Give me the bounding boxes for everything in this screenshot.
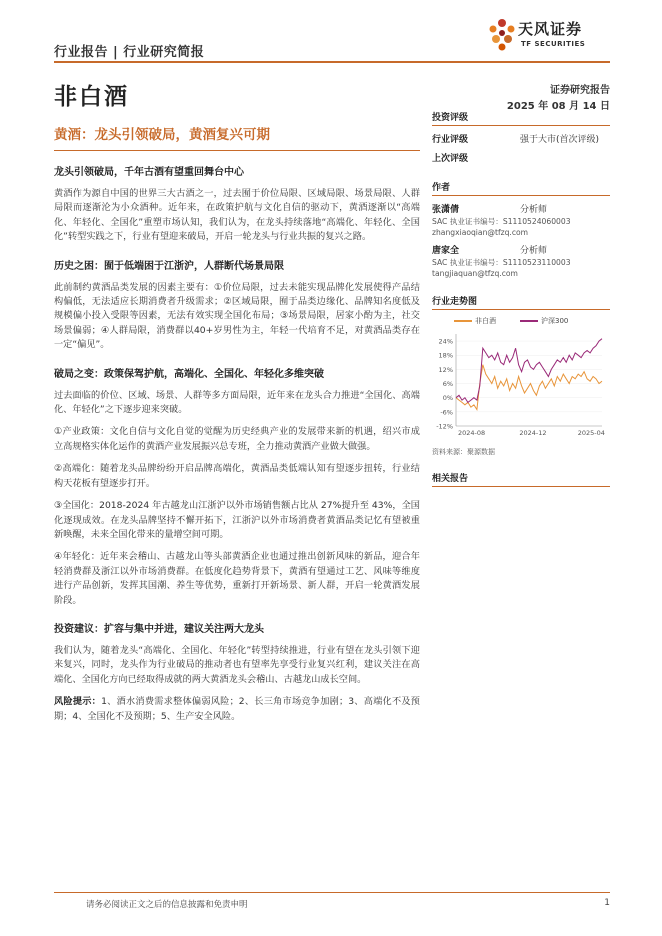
section-4 (54, 620, 420, 687)
x-tick-label: 2024-12 (519, 429, 547, 437)
report-type: 证券研究报告 (550, 85, 610, 96)
page-title: 非白酒 (54, 84, 129, 110)
section-heading: 龙头引领破局，千年古酒有望重回舞台中心 (54, 167, 244, 178)
chart-source: 资料来源：聚源数据 (432, 448, 495, 456)
legend-item (520, 316, 568, 326)
last-rating-row (432, 151, 610, 164)
y-tick-label: -12% (436, 422, 453, 431)
logo-english: TF SECURITIES (521, 40, 586, 48)
footer-divider (54, 892, 610, 893)
report-headline: 黄酒：龙头引领破局，黄酒复兴可期 (54, 120, 420, 151)
author-name: 唐家全 (432, 246, 460, 256)
main-content (54, 120, 420, 732)
author-block (432, 243, 610, 278)
y-tick-label: 24% (438, 337, 453, 346)
paragraph: 此前制约黄酒品类发展的因素主要有：①价位局限，过去未能实现品牌化发展使得产品结构偏低，无法适应长期消费者升级需求；②区域局限，囿于品类边缘化、品牌知名度低及规模偏小投入受限等因素，无法有效实现全国化布局；③场景局限，居家小酌为主，社交场景偏弱；④人群局限，消费群以40+岁男性为主，年轻一代培育不足，对黄酒品类存在一定“偏见”。 (54, 281, 420, 351)
section-1 (54, 163, 420, 245)
industry-rating-value: 强于大市(首次评级) (520, 135, 600, 145)
section-3 (54, 365, 420, 608)
section-heading: 投资建议：扩容与集中并进，建议关注两大龙头 (54, 623, 264, 635)
header-divider (54, 61, 610, 63)
logo-icon (487, 14, 517, 54)
sidebar (432, 110, 610, 487)
author-name-row (432, 202, 610, 215)
industry-rating-row (432, 132, 610, 145)
x-tick-label: 2024-08 (458, 429, 486, 437)
y-tick-label: 18% (438, 351, 453, 360)
section-heading: 历史之困：囿于低端困于江浙沪，人群断代场景局限 (54, 260, 284, 272)
paragraph: 过去面临的价位、区域、场景、人群等多方面局限，近年来在龙头合力推进“全国化、高端化、年轻化”之下逐步迎来突破。 (54, 389, 420, 416)
page-number: 1 (604, 898, 610, 908)
paragraph: 黄酒作为源自中国的世界三大古酒之一，过去囿于价位局限、区域局限、场景局限、人群局限而逐渐沦为小众酒种。近年来，在政策护航与文化自信的驱动下，黄酒逐渐以“高端化、年轻化、全国化”重塑市场认知，我们认为，在龙头持续落地“高端化、年轻化、全国化”转型实践之下，行业有望迎来破局，开启一轮龙头与行业共振的复兴之路。 (54, 188, 420, 243)
author-cert: SAC 执业证书编号：S1110524060003 (432, 217, 571, 226)
author-role: 分析师 (520, 246, 548, 256)
legend-swatch-1 (520, 320, 538, 322)
last-rating-label: 上次评级 (432, 154, 469, 164)
author-role: 分析师 (520, 205, 548, 215)
authors-heading: 作者 (432, 180, 610, 196)
legend-swatch-0 (454, 320, 472, 322)
paragraph: ①产业政策：文化自信与文化自觉的觉醒为历史经典产业的发展带来新的机遇，绍兴市成立高规格实体化运作的黄酒产业发展振兴总专班，全力推动黄酒产业做大做强。 (54, 426, 420, 452)
author-name: 张潇倩 (432, 205, 460, 215)
author-block (432, 202, 610, 237)
section-2 (54, 257, 420, 353)
footer-disclaimer: 请务必阅读正文之后的信息披露和免责申明 (86, 900, 248, 910)
paragraph: 我们认为，随着龙头“高端化、全国化、年轻化”转型持续推进，行业有望在龙头引领下迎来复兴，同时，龙头作为行业破局的推动者也有望率先享受行业复兴红利，建议关注在高端化、全国化方向已经取得成就的两大黄酒龙头会稽山、古越龙山成长空间。 (54, 644, 420, 685)
paragraph: ③全国化：2018-2024 年古越龙山江浙沪以外市场销售额占比从 27%提升至 43%，全国化逐现成效。在龙头品牌坚持不懈开拓下，江浙沪以外市场消费者黄酒品类记忆有望被重新唤醒，未来全国化带来的量增空间可期。 (54, 500, 420, 540)
logo-name: 天风证券 (518, 20, 583, 38)
legend-label: 沪深300 (541, 317, 569, 325)
paragraph: ②高端化：随着龙头品牌纷纷开启品牌高端化，黄酒品类低端认知有望逐步扭转，行业结构天花板有望逐步打开。 (54, 463, 420, 489)
industry-rating-label: 行业评级 (432, 135, 469, 145)
y-tick-label: 6% (442, 380, 453, 389)
legend-item (454, 316, 496, 326)
related-reports-heading: 相关报告 (432, 471, 610, 487)
y-tick-label: 0% (442, 394, 453, 403)
chart-legend (432, 316, 610, 326)
author-email[interactable]: tangjiaquan@tfzq.com (432, 269, 518, 278)
report-category: 行业报告 | 行业研究简报 (54, 45, 205, 60)
risk-text: 1、酒水消费需求整体偏弱风险；2、长三角市场竞争加剧；3、高端化不及预期；4、全国化不及预期；5、生产安全风险。 (54, 696, 420, 722)
series-line-0 (456, 365, 602, 410)
y-tick-label: 12% (438, 365, 453, 374)
risk-label: 风险提示： (54, 696, 102, 708)
company-logo (487, 12, 615, 58)
legend-label: 非白酒 (475, 317, 496, 325)
industry-trend-chart (432, 328, 610, 442)
series-line-1 (456, 339, 602, 403)
author-cert: SAC 执业证书编号：S1110523110003 (432, 258, 571, 267)
risk-warning (54, 695, 420, 724)
author-email[interactable]: zhangxiaoqian@tfzq.com (432, 228, 529, 237)
x-tick-label: 2025-04 (577, 429, 605, 437)
trend-heading: 行业走势图 (432, 294, 610, 310)
y-tick-label: -6% (440, 408, 453, 417)
paragraph: ④年轻化：近年来会稽山、古越龙山等头部黄酒企业也通过推出创新风味的新品，迎合年轻消费群及浙江以外市场消费群。在低度化趋势背景下，黄酒有望通过工艺、风味等维度进行产品创新，发挥其国潮、养生等优势，重新打开新场景、新人群，开启一轮黄酒发展阶段。 (54, 551, 420, 606)
rating-heading: 投资评级 (432, 110, 610, 126)
section-heading: 破局之变：政策保驾护航，高端化、全国化、年轻化多维突破 (54, 368, 324, 380)
report-date: 2025 年 08 月 14 日 (506, 101, 610, 112)
author-name-row (432, 243, 610, 256)
